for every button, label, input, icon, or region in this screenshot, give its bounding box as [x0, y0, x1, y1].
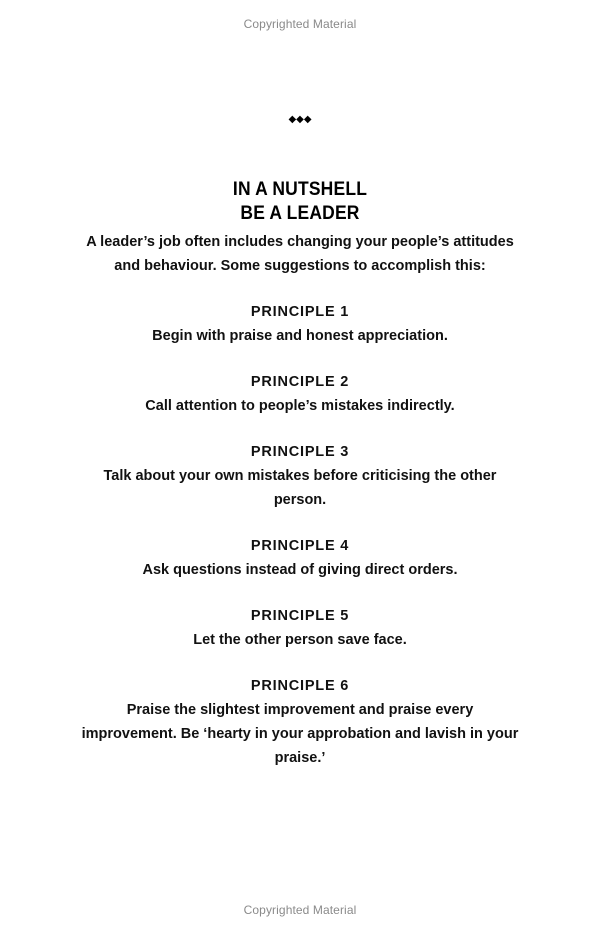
principle-3-line-2: person.	[273, 492, 327, 508]
principle-2-line-1: Call attention to people’s mistakes indirectly.	[145, 398, 455, 414]
intro-line-2: and behaviour. Some suggestions to accomplish this:	[114, 258, 486, 274]
principle-5-line-1: Let the other person save face.	[193, 632, 407, 648]
principle-3-text	[0, 464, 600, 512]
principle-3	[0, 440, 600, 512]
principle-2	[0, 370, 600, 418]
section-ornament-diamonds: ◆◆◆	[288, 114, 312, 125]
intro-paragraph	[0, 230, 600, 278]
principle-1-title: PRINCIPLE 1	[250, 304, 350, 320]
principle-5-text	[0, 628, 600, 652]
principle-4-text	[0, 558, 600, 582]
heading-in-a-nutshell: IN A NUTSHELL	[232, 179, 368, 200]
principle-6-line-1: Praise the slightest improvement and praise every	[126, 702, 474, 718]
copyright-watermark-bottom: Copyrighted Material	[243, 903, 357, 917]
principle-2-title: PRINCIPLE 2	[250, 374, 350, 390]
principle-6-title: PRINCIPLE 6	[250, 678, 350, 694]
heading-be-a-leader: BE A LEADER	[240, 203, 360, 224]
principle-1-line-1: Begin with praise and honest appreciation.	[152, 328, 448, 344]
principle-4	[0, 534, 600, 582]
principle-6-text	[0, 698, 600, 770]
principle-4-title: PRINCIPLE 4	[250, 538, 350, 554]
principle-6-line-2: improvement. Be ‘hearty in your approbation and lavish in your	[81, 726, 519, 742]
principle-6-line-3: praise.’	[274, 750, 326, 766]
intro-line-1: A leader’s job often includes changing your people’s attitudes	[86, 234, 514, 250]
principle-6	[0, 674, 600, 770]
copyright-watermark-top: Copyrighted Material	[243, 17, 357, 31]
principle-5-title: PRINCIPLE 5	[250, 608, 350, 624]
principle-2-text	[0, 394, 600, 418]
principle-5	[0, 604, 600, 652]
page-content	[0, 178, 600, 770]
principle-3-title: PRINCIPLE 3	[250, 444, 350, 460]
principle-1	[0, 300, 600, 348]
principle-4-line-1: Ask questions instead of giving direct orders.	[142, 562, 458, 578]
principle-3-line-1: Talk about your own mistakes before criticising the other	[103, 468, 497, 484]
principle-1-text	[0, 324, 600, 348]
